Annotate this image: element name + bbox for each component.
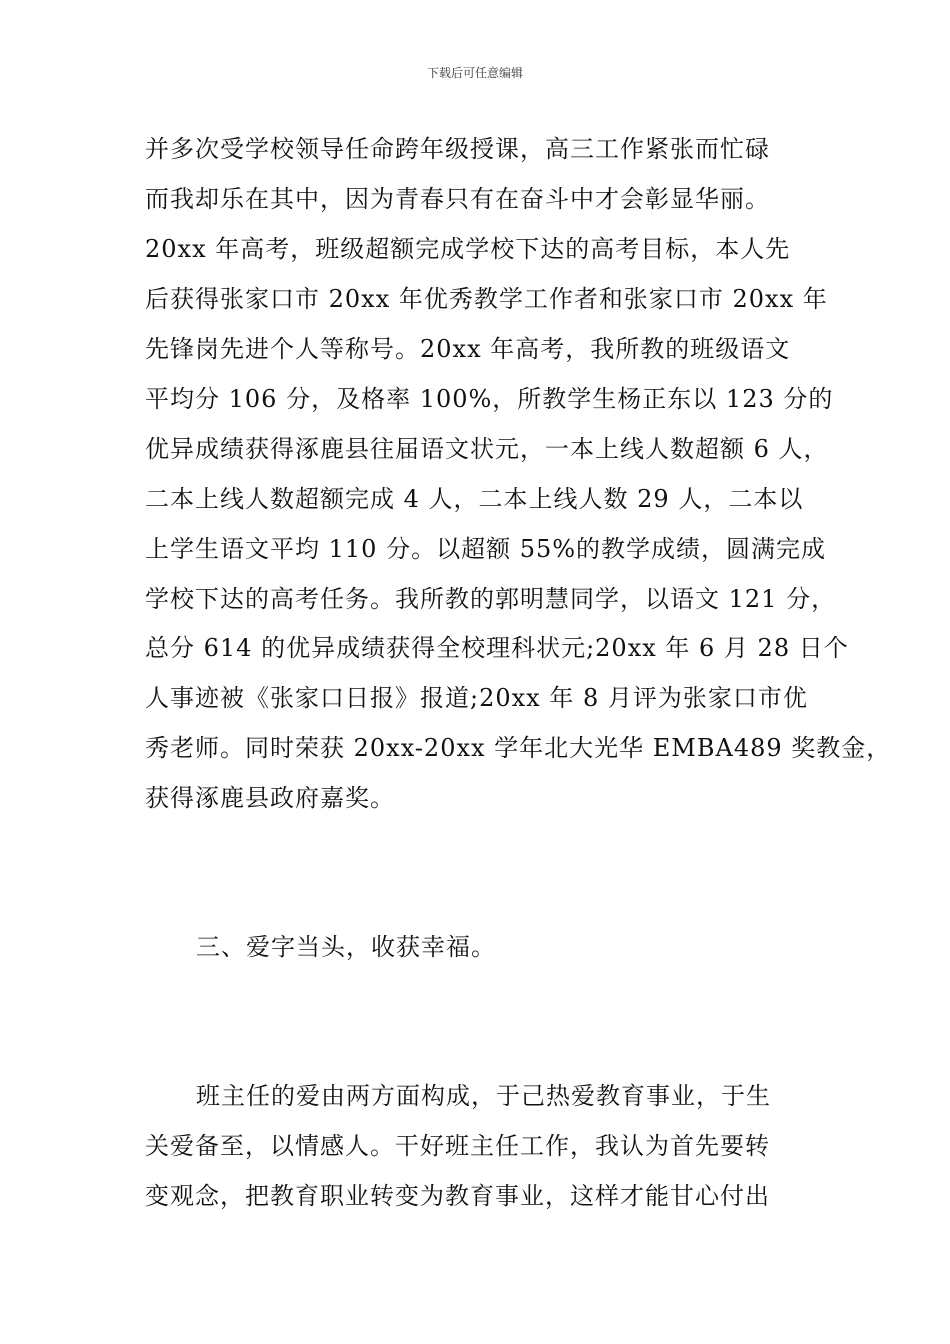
- paragraph-line: 先锋岗先进个人等称号。20xx 年高考，我所教的班级语文: [145, 335, 791, 363]
- section-heading: 三、爱字当头，收获幸福。: [196, 933, 496, 961]
- paragraph-line: 秀老师。同时荣获 20xx-20xx 学年北大光华 EMBA489 奖教金，: [145, 734, 892, 762]
- paragraph-line: 班主任的爱由两方面构成，于己热爱教育事业，于生: [196, 1082, 771, 1110]
- paragraph-line: 20xx 年高考，班级超额完成学校下达的高考目标，本人先: [145, 235, 791, 263]
- paragraph-line: 关爱备至，以情感人。干好班主任工作，我认为首先要转: [145, 1132, 770, 1160]
- paragraph-line: 人事迹被《张家口日报》报道;20xx 年 8 月评为张家口市优: [145, 684, 808, 712]
- paragraph-line: 平均分 106 分，及格率 100%，所教学生杨正东以 123 分的: [145, 385, 834, 413]
- paragraph-line: 并多次受学校领导任命跨年级授课，高三工作紧张而忙碌: [145, 135, 770, 163]
- paragraph-line: 优异成绩获得涿鹿县往届语文状元，一本上线人数超额 6 人，: [145, 435, 829, 463]
- paragraph-line: 后获得张家口市 20xx 年优秀教学工作者和张家口市 20xx 年: [145, 285, 828, 313]
- paragraph-line: 学校下达的高考任务。我所教的郭明慧同学，以语文 121 分，: [145, 585, 837, 613]
- paragraph-line: 获得涿鹿县政府嘉奖。: [145, 784, 395, 812]
- paragraph-line: 二本上线人数超额完成 4 人，二本上线人数 29 人，二本以: [145, 485, 804, 513]
- paragraph-line: 变观念，把教育职业转变为教育事业，这样才能甘心付出: [145, 1182, 770, 1210]
- page-header: 下载后可任意编辑: [426, 66, 523, 80]
- paragraph-line: 总分 614 的优异成绩获得全校理科状元;20xx 年 6 月 28 日个: [145, 634, 849, 662]
- paragraph-line: 上学生语文平均 110 分。以超额 55%的教学成绩，圆满完成: [145, 535, 827, 563]
- paragraph-line: 而我却乐在其中，因为青春只有在奋斗中才会彰显华丽。: [145, 185, 770, 213]
